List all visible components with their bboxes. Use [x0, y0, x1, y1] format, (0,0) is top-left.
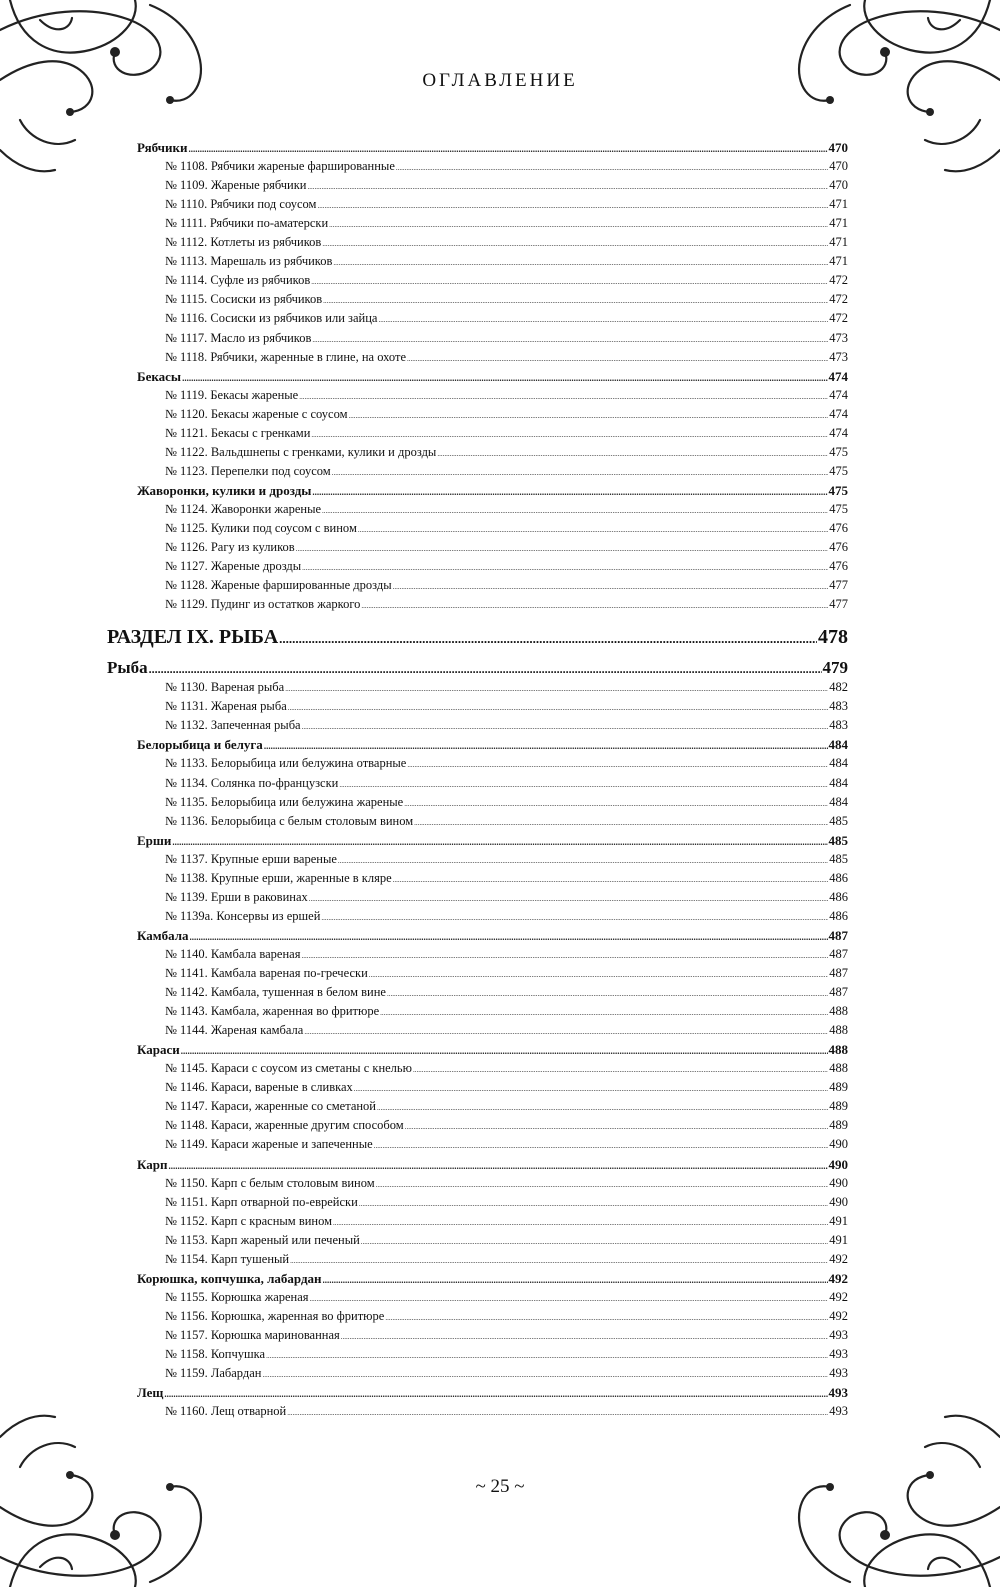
- dot-leader: [262, 1371, 828, 1379]
- toc-page-number: 484: [828, 737, 848, 753]
- toc-entry-title: № 1135. Белорыбица или белужина жареные: [165, 794, 404, 809]
- dot-leader: [299, 393, 828, 401]
- toc-entry[interactable]: [165, 1080, 848, 1099]
- toc-entry[interactable]: [165, 1061, 848, 1080]
- dot-leader: [317, 202, 828, 210]
- toc-page-number: 484: [829, 775, 848, 790]
- toc-entry[interactable]: [165, 1195, 848, 1214]
- toc-entry[interactable]: [165, 311, 848, 330]
- toc-page-number: 486: [829, 908, 848, 923]
- toc-entry-title: № 1130. Вареная рыба: [165, 680, 285, 695]
- toc-entry-title: № 1151. Карп отварной по-еврейски: [165, 1194, 358, 1209]
- toc-page-number: 484: [829, 794, 848, 809]
- toc-page-number: 486: [829, 870, 848, 885]
- toc-page-number: 489: [829, 1099, 848, 1114]
- toc-entry[interactable]: [165, 1366, 848, 1385]
- dot-leader: [302, 723, 829, 731]
- toc-entry-title: № 1122. Вальдшнепы с гренками, кулики и дрозды: [165, 444, 437, 459]
- toc-page-number: 475: [828, 482, 848, 498]
- toc-entry-title: № 1131. Жареная рыба: [165, 699, 287, 714]
- toc-page-number: 476: [829, 559, 848, 574]
- dot-leader: [290, 1257, 828, 1265]
- toc-entry-title: № 1139а. Консервы из ершей: [165, 908, 321, 923]
- toc-entry-title: Рябчики: [137, 140, 188, 155]
- toc-entry-title: № 1120. Бекасы жареные с соусом: [165, 406, 348, 421]
- toc-page-number: 493: [828, 1385, 848, 1401]
- dot-leader: [396, 164, 828, 172]
- toc-entry-title: Ерши: [137, 832, 172, 848]
- toc-page-number: 475: [829, 501, 848, 516]
- toc-entry[interactable]: [165, 1176, 848, 1195]
- toc-page-number: 482: [829, 680, 848, 695]
- toc-entry-title: № 1133. Белорыбица или белужина отварные: [165, 756, 407, 771]
- toc-entry-title: № 1143. Камбала, жаренная во фритюре: [165, 1004, 380, 1019]
- dot-leader: [437, 450, 828, 458]
- dot-leader: [323, 297, 828, 305]
- toc-entry-title: № 1139. Ерши в раковинах: [165, 889, 308, 904]
- dot-leader: [407, 355, 828, 363]
- toc-entry[interactable]: [165, 521, 848, 540]
- dot-leader: [333, 1219, 828, 1227]
- toc-entry[interactable]: [165, 1252, 848, 1271]
- toc-entry[interactable]: [165, 350, 848, 369]
- toc-page-number: 488: [829, 1023, 848, 1038]
- toc-entry-title: № 1140. Камбала вареная: [165, 946, 301, 961]
- toc-entry-title: № 1155. Корюшка жареная: [165, 1289, 309, 1304]
- toc-page-number: 477: [829, 578, 848, 593]
- dot-leader: [329, 221, 828, 229]
- toc-page-number: 487: [829, 966, 848, 980]
- toc-entry[interactable]: [165, 197, 848, 216]
- dot-leader: [393, 583, 829, 591]
- toc-entry-title: Жаворонки, кулики и дрозды: [137, 482, 312, 498]
- toc-entry-title: № 1134. Солянка по-французски: [165, 775, 339, 790]
- toc-page-number: 489: [829, 1080, 848, 1095]
- toc-entry-title: № 1158. Копчушка: [165, 1347, 266, 1361]
- toc-page-number: 476: [829, 540, 848, 555]
- toc-page-number: 471: [829, 235, 848, 250]
- toc-section-heading[interactable]: [137, 483, 848, 502]
- toc-entry-title: № 1159. Лабардан: [165, 1366, 262, 1381]
- toc-entry[interactable]: [165, 331, 848, 350]
- dot-leader: [369, 971, 828, 979]
- toc-entry[interactable]: [165, 909, 848, 928]
- toc-entry[interactable]: [165, 235, 848, 254]
- toc-entry[interactable]: [165, 178, 848, 197]
- toc-entry-title: № 1149. Караси жареные и запеченные: [165, 1137, 373, 1152]
- toc-entry[interactable]: [165, 540, 848, 559]
- dot-leader: [354, 1085, 828, 1093]
- toc-entry-title: № 1114. Суфле из рябчиков: [165, 273, 311, 288]
- toc-page-number: 473: [829, 330, 848, 345]
- dot-leader: [380, 1009, 828, 1017]
- dot-leader: [172, 837, 827, 847]
- toc-page-number: 475: [829, 463, 848, 478]
- toc-entry-title: № 1146. Караси, вареные в сливках: [165, 1080, 353, 1095]
- toc-page-number: 491: [829, 1232, 848, 1247]
- toc-page-number: 477: [829, 597, 848, 612]
- dot-leader: [181, 1046, 828, 1056]
- toc-section-heading[interactable]: [107, 658, 848, 682]
- page-title: ОГЛАВЛЕНИЕ: [422, 70, 578, 91]
- dot-leader: [307, 183, 828, 191]
- toc-page-number: 471: [829, 197, 848, 212]
- toc-page-number: 483: [829, 699, 848, 714]
- toc-entry[interactable]: [165, 388, 848, 407]
- toc-entry-title: № 1118. Рябчики, жаренные в глине, на охоте: [165, 349, 407, 364]
- toc-entry-title: № 1113. Марешаль из рябчиков: [165, 254, 333, 269]
- toc-entry-title: № 1154. Карп тушеный: [165, 1251, 290, 1266]
- dot-leader: [304, 1028, 828, 1036]
- dot-leader: [312, 487, 827, 497]
- toc-entry-title: № 1144. Жареная камбала: [165, 1023, 304, 1038]
- toc-page-number: 490: [829, 1137, 848, 1152]
- toc-page-number: 470: [828, 140, 848, 155]
- dot-leader: [414, 819, 828, 827]
- toc-entry[interactable]: [165, 1137, 848, 1156]
- toc-entry[interactable]: [165, 445, 848, 464]
- toc-section-heading[interactable]: [137, 1157, 848, 1176]
- dot-leader: [309, 895, 828, 903]
- toc-page-number: 472: [829, 292, 848, 307]
- dot-leader: [341, 1333, 828, 1341]
- dot-leader: [359, 1200, 828, 1208]
- toc-entry-title: Карп: [137, 1156, 168, 1172]
- dot-leader: [322, 507, 828, 515]
- dot-leader: [279, 631, 817, 647]
- toc-entry[interactable]: [165, 699, 848, 718]
- toc-entry[interactable]: [165, 1233, 848, 1252]
- toc-section-heading[interactable]: [137, 1042, 848, 1061]
- dot-leader: [361, 602, 828, 610]
- toc-entry-title: № 1138. Крупные ерши, жаренные в кляре: [165, 870, 392, 885]
- toc-entry[interactable]: [165, 597, 848, 616]
- toc-entry-title: № 1128. Жареные фаршированные дрозды: [165, 578, 392, 593]
- toc-entry-title: Корюшка, копчушка, лабардан: [137, 1270, 322, 1286]
- toc-entry[interactable]: [165, 292, 848, 311]
- toc-entry[interactable]: [165, 1023, 848, 1042]
- toc-page-number: 474: [829, 406, 848, 421]
- toc-page-number: 470: [829, 178, 848, 193]
- toc-page-number: 489: [829, 1118, 848, 1133]
- toc-entry-title: № 1141. Камбала вареная по-гречески: [165, 966, 368, 980]
- toc-page-number: 492: [828, 1270, 848, 1286]
- dot-leader: [321, 914, 828, 922]
- toc-entry-title: № 1157. Корюшка маринованная: [165, 1327, 340, 1342]
- toc-entry[interactable]: [165, 1404, 848, 1423]
- toc-page-number: 488: [829, 1004, 848, 1019]
- toc-entry[interactable]: [165, 1290, 848, 1309]
- dot-leader: [149, 662, 822, 677]
- toc-entry[interactable]: [165, 966, 848, 985]
- toc-page-number: 490: [829, 1194, 848, 1209]
- toc-entry[interactable]: [165, 1309, 848, 1328]
- toc-entry[interactable]: [165, 254, 848, 273]
- dot-leader: [387, 990, 828, 998]
- toc-entry[interactable]: [165, 407, 848, 426]
- toc-entry[interactable]: [165, 680, 848, 699]
- dot-leader: [404, 800, 828, 808]
- toc-entry-title: № 1150. Карп с белым столовым вином: [165, 1175, 375, 1190]
- dot-leader: [182, 373, 827, 383]
- toc-page-number: 487: [829, 985, 848, 1000]
- toc-section-heading[interactable]: [137, 833, 848, 852]
- toc-page-number: 493: [829, 1404, 848, 1419]
- toc-entry-title: № 1148. Караси, жаренные другим способом: [165, 1118, 404, 1133]
- toc-entry[interactable]: [165, 216, 848, 235]
- dot-leader: [385, 1314, 828, 1322]
- toc-entry[interactable]: [165, 502, 848, 521]
- dot-leader: [311, 431, 828, 439]
- toc-page-number: 485: [829, 851, 848, 866]
- toc-entry[interactable]: [165, 464, 848, 483]
- toc-page-number: 488: [828, 1042, 848, 1058]
- toc-section-heading[interactable]: [137, 140, 848, 159]
- toc-section-heading[interactable]: [137, 1271, 848, 1290]
- toc-page-number: 493: [829, 1347, 848, 1361]
- dot-leader: [338, 857, 828, 865]
- toc-entry[interactable]: [165, 756, 848, 775]
- toc-entry-title: № 1111. Рябчики по-аматерски: [165, 216, 329, 231]
- toc-page-number: 487: [829, 946, 848, 961]
- toc-entry-title: № 1123. Перепелки под соусом: [165, 463, 331, 478]
- toc-entry-title: № 1112. Котлеты из рябчиков: [165, 235, 322, 250]
- toc-entry-title: № 1137. Крупные ерши вареные: [165, 851, 337, 866]
- toc-page-number: 474: [829, 425, 848, 440]
- toc-entry[interactable]: [165, 852, 848, 871]
- toc-entry[interactable]: [165, 1328, 848, 1347]
- toc-entry[interactable]: [165, 890, 848, 909]
- toc-entry-title: № 1136. Белорыбица с белым столовым вином: [165, 813, 414, 828]
- dot-leader: [311, 278, 828, 286]
- toc-entry-title: № 1126. Рагу из куликов: [165, 540, 295, 555]
- toc-page-number: 486: [829, 889, 848, 904]
- toc-page-number: 488: [829, 1061, 848, 1076]
- toc-entry[interactable]: [165, 1099, 848, 1118]
- dot-leader: [288, 704, 829, 712]
- dot-leader: [413, 1066, 828, 1074]
- toc-page-number: 490: [829, 1175, 848, 1190]
- dot-leader: [164, 1389, 827, 1399]
- toc-entry[interactable]: [165, 795, 848, 814]
- toc-entry-title: РАЗДЕЛ IX. РЫБА: [107, 626, 279, 649]
- toc-entry[interactable]: [165, 1118, 848, 1137]
- toc-entry[interactable]: [165, 1347, 848, 1366]
- toc-page-number: 492: [829, 1251, 848, 1266]
- dot-leader: [349, 412, 829, 420]
- dot-leader: [407, 761, 828, 769]
- toc-page-number: 471: [829, 254, 848, 269]
- toc-entry-title: № 1145. Караси с соусом из сметаны с кнелью: [165, 1061, 412, 1076]
- toc-entry-title: № 1125. Кулики под соусом с вином: [165, 521, 357, 535]
- toc-entry-title: Камбала: [137, 927, 189, 943]
- dot-leader: [312, 336, 828, 344]
- toc-entry[interactable]: [165, 814, 848, 833]
- toc-entry-title: № 1116. Сосиски из рябчиков или зайца: [165, 311, 378, 326]
- toc-page-number: 479: [822, 658, 848, 678]
- toc-page-number: 474: [828, 368, 848, 384]
- toc-entry-title: № 1121. Бекасы с гренками: [165, 425, 311, 440]
- toc-entry[interactable]: [165, 776, 848, 795]
- toc-page-number: 492: [829, 1289, 848, 1304]
- toc-page-number: 493: [829, 1366, 848, 1381]
- toc-entry-title: Караси: [137, 1042, 180, 1058]
- dot-leader: [266, 1352, 828, 1360]
- toc-page-number: 492: [829, 1308, 848, 1323]
- dot-leader: [310, 1295, 829, 1303]
- toc-entry-title: Рыба: [107, 658, 148, 678]
- toc-entry[interactable]: [165, 1004, 848, 1023]
- toc-entry-title: Бекасы: [137, 368, 182, 384]
- toc-entry[interactable]: [165, 578, 848, 597]
- toc-entry-title: Белорыбица и белуга: [137, 737, 263, 753]
- toc-page-number: 470: [829, 159, 848, 174]
- dot-leader: [393, 876, 829, 884]
- dot-leader: [285, 685, 828, 693]
- toc-entry-title: № 1108. Рябчики жареные фаршированные: [165, 159, 395, 174]
- dot-leader: [190, 932, 828, 942]
- toc-entry-title: № 1127. Жареные дрозды: [165, 559, 302, 574]
- toc-page-number: 487: [828, 927, 848, 943]
- toc-page-number: 478: [818, 626, 848, 649]
- toc-entry[interactable]: [165, 871, 848, 890]
- toc-page-number: 483: [829, 718, 848, 733]
- toc-entry-title: № 1117. Масло из рябчиков: [165, 330, 312, 345]
- dot-leader: [188, 144, 827, 154]
- dot-leader: [333, 259, 828, 267]
- dot-leader: [361, 1238, 828, 1246]
- dot-leader: [264, 741, 828, 751]
- toc-entry[interactable]: [165, 426, 848, 445]
- toc-page-number: 472: [829, 311, 848, 326]
- toc-entry-title: № 1110. Рябчики под соусом: [165, 197, 317, 212]
- toc-entry-title: № 1119. Бекасы жареные: [165, 387, 299, 402]
- toc-section-heading[interactable]: [137, 737, 848, 756]
- toc-page-number: 485: [829, 813, 848, 828]
- toc-page-number: 476: [829, 521, 848, 535]
- toc-entry-title: № 1132. Запеченная рыба: [165, 718, 301, 733]
- dot-leader: [377, 1104, 828, 1112]
- toc-section-heading[interactable]: [137, 1385, 848, 1404]
- dot-leader: [339, 781, 828, 789]
- toc-page-number: 485: [828, 832, 848, 848]
- toc-entry-title: № 1142. Камбала, тушенная в белом вине: [165, 985, 386, 1000]
- toc-entry[interactable]: [165, 718, 848, 737]
- dot-leader: [296, 545, 829, 553]
- toc-entry-title: № 1109. Жареные рябчики: [165, 178, 307, 193]
- dot-leader: [301, 952, 828, 960]
- toc-page-number: 484: [829, 756, 848, 771]
- toc-page-number: 471: [829, 216, 848, 231]
- toc-entry[interactable]: [165, 1214, 848, 1233]
- toc-entry-title: № 1156. Корюшка, жаренная во фритюре: [165, 1308, 385, 1323]
- dot-leader: [378, 316, 828, 324]
- dot-leader: [168, 1161, 827, 1171]
- dot-leader: [405, 1123, 829, 1131]
- toc-section-heading[interactable]: [137, 928, 848, 947]
- dot-leader: [322, 240, 828, 248]
- toc-entry-title: № 1160. Лещ отварной: [165, 1404, 287, 1419]
- dot-leader: [376, 1181, 829, 1189]
- dot-leader: [302, 564, 828, 572]
- toc-entry-title: № 1129. Пудинг из остатков жаркого: [165, 597, 361, 612]
- toc-page-number: 493: [829, 1327, 848, 1342]
- page-number: ~ 25 ~: [475, 1476, 525, 1497]
- dot-leader: [374, 1142, 829, 1150]
- toc-page-number: 490: [828, 1156, 848, 1172]
- toc-entry-title: Лещ: [137, 1385, 164, 1401]
- toc-entry[interactable]: [165, 159, 848, 178]
- dot-leader: [358, 526, 828, 534]
- toc-page-number: 472: [829, 273, 848, 288]
- dot-leader: [332, 469, 829, 477]
- toc-page-number: 474: [829, 387, 848, 402]
- toc-page-number: 491: [829, 1213, 848, 1228]
- dot-leader: [287, 1409, 828, 1417]
- toc-entry-title: № 1115. Сосиски из рябчиков: [165, 292, 323, 307]
- toc-page-number: 475: [829, 444, 848, 459]
- toc-entry[interactable]: [165, 559, 848, 578]
- toc-entry-title: № 1124. Жаворонки жареные: [165, 501, 322, 516]
- toc-entry[interactable]: [165, 985, 848, 1004]
- toc-part-heading[interactable]: [107, 626, 848, 654]
- toc-entry[interactable]: [165, 273, 848, 292]
- toc-page-number: 473: [829, 349, 848, 364]
- toc-entry-title: № 1147. Караси, жаренные со сметаной: [165, 1099, 376, 1114]
- toc-entry-title: № 1152. Карп с красным вином: [165, 1213, 333, 1228]
- dot-leader: [323, 1275, 828, 1285]
- toc-entry-title: № 1153. Карп жареный или печеный: [165, 1232, 360, 1247]
- toc-entry[interactable]: [165, 947, 848, 966]
- toc-section-heading[interactable]: [137, 369, 848, 388]
